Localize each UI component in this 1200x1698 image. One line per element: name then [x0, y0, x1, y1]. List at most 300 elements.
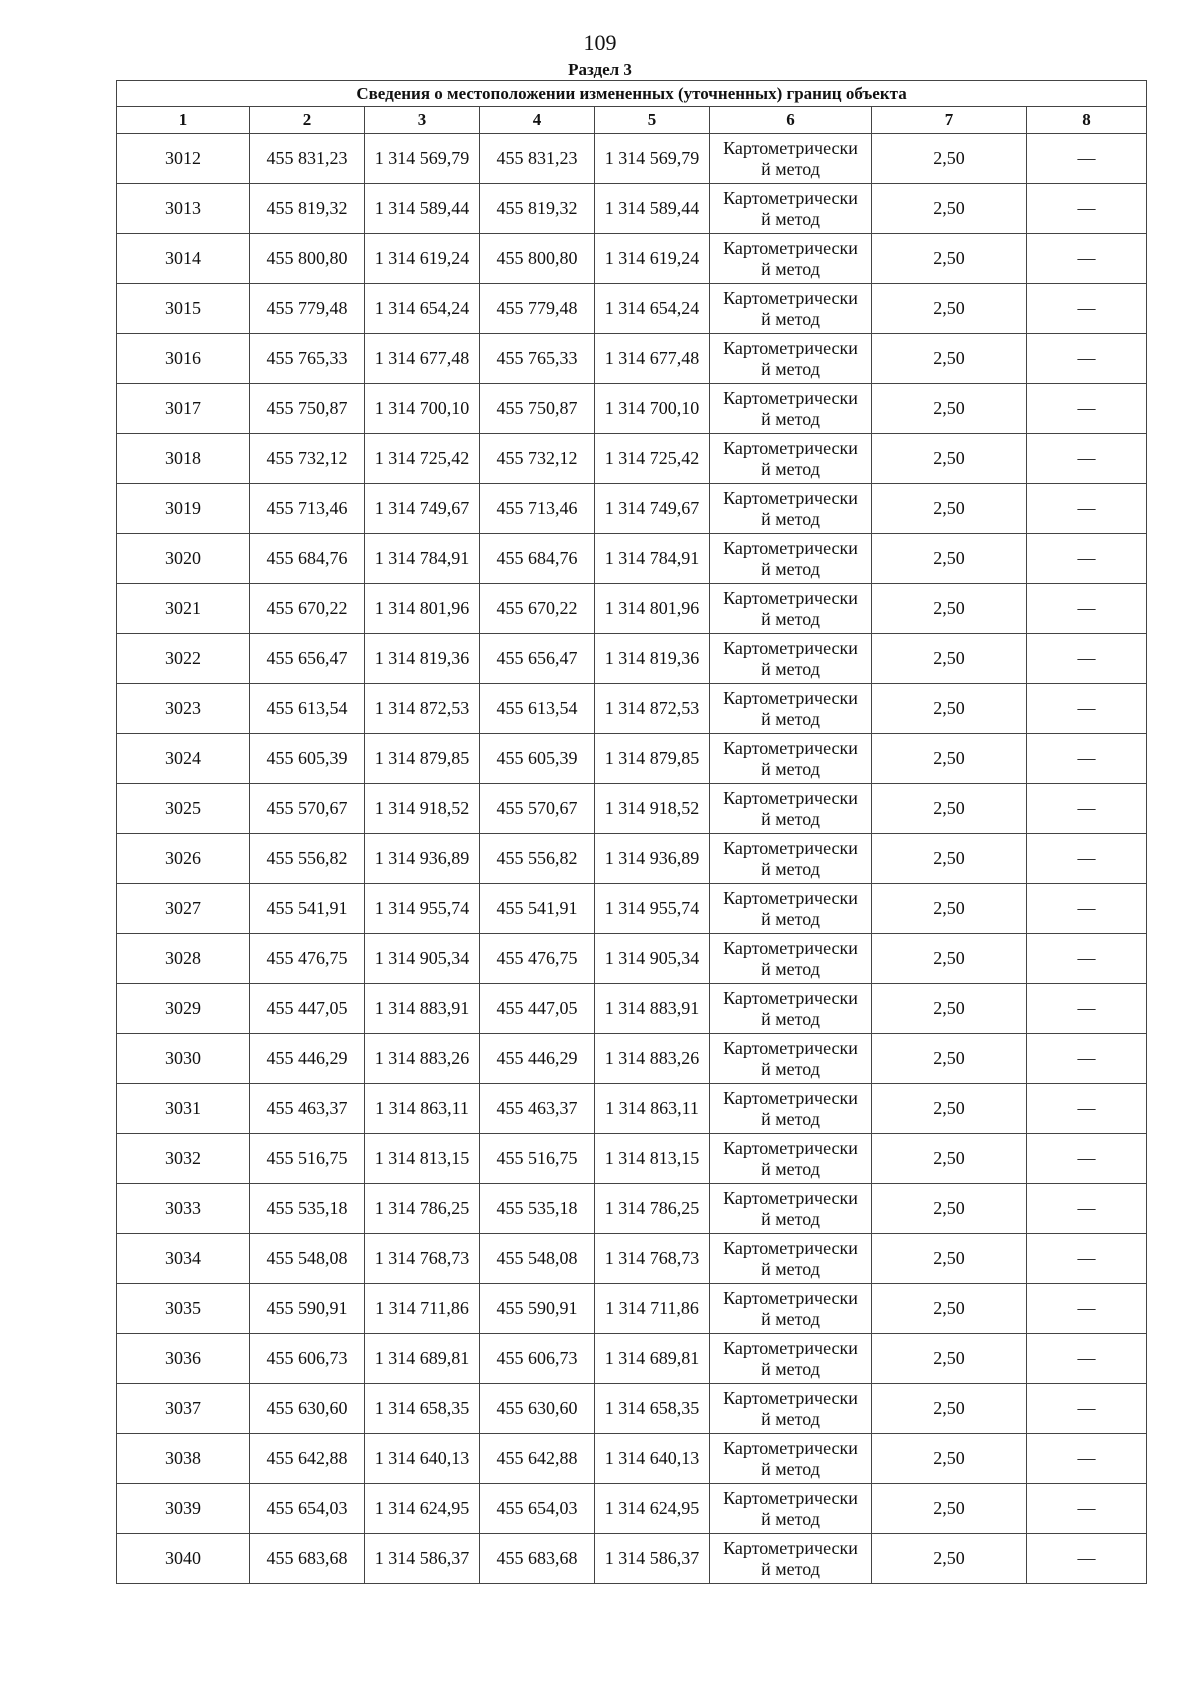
accuracy-cell: 2,50: [872, 884, 1027, 934]
x-new-cell: 455 516,75: [480, 1134, 595, 1184]
method-text-line-1: Картометрически: [723, 237, 858, 258]
x-existing-cell: 455 570,67: [250, 784, 365, 834]
point-number-cell: 3035: [117, 1284, 250, 1334]
method-text-line-1: Картометрически: [723, 737, 858, 758]
method-cell: [710, 1184, 872, 1234]
method-text-line-1: Картометрически: [723, 1287, 858, 1308]
table-row: [117, 234, 1147, 284]
x-new-cell: 455 535,18: [480, 1184, 595, 1234]
point-number-cell: 3021: [117, 584, 250, 634]
accuracy-cell: 2,50: [872, 1434, 1027, 1484]
x-existing-cell: 455 447,05: [250, 984, 365, 1034]
y-existing-cell: 1 314 786,25: [365, 1184, 480, 1234]
x-existing-cell: 455 605,39: [250, 734, 365, 784]
x-new-cell: 455 732,12: [480, 434, 595, 484]
description-cell: —: [1027, 1034, 1147, 1084]
accuracy-cell: 2,50: [872, 184, 1027, 234]
x-existing-cell: 455 606,73: [250, 1334, 365, 1384]
method-cell: [710, 1484, 872, 1534]
method-cell: [710, 684, 872, 734]
y-existing-cell: 1 314 883,91: [365, 984, 480, 1034]
method-cell: [710, 1134, 872, 1184]
description-cell: —: [1027, 884, 1147, 934]
accuracy-cell: 2,50: [872, 234, 1027, 284]
method-text-line-2: й метод: [761, 408, 820, 429]
description-cell: —: [1027, 334, 1147, 384]
table-row: [117, 1084, 1147, 1134]
point-number-cell: 3034: [117, 1234, 250, 1284]
y-existing-cell: 1 314 879,85: [365, 734, 480, 784]
table-row: [117, 1034, 1147, 1084]
accuracy-cell: 2,50: [872, 1234, 1027, 1284]
table-row: [117, 984, 1147, 1034]
method-cell: [710, 634, 872, 684]
x-existing-cell: 455 819,32: [250, 184, 365, 234]
method-text-line-1: Картометрически: [723, 1187, 858, 1208]
x-existing-cell: 455 590,91: [250, 1284, 365, 1334]
method-text-line-1: Картометрически: [723, 1337, 858, 1358]
y-new-cell: 1 314 905,34: [595, 934, 710, 984]
accuracy-cell: 2,50: [872, 934, 1027, 984]
method-cell: [710, 584, 872, 634]
description-cell: —: [1027, 584, 1147, 634]
table-row: [117, 684, 1147, 734]
y-new-cell: 1 314 725,42: [595, 434, 710, 484]
x-existing-cell: 455 541,91: [250, 884, 365, 934]
x-new-cell: 455 541,91: [480, 884, 595, 934]
description-cell: —: [1027, 434, 1147, 484]
x-existing-cell: 455 779,48: [250, 284, 365, 334]
y-existing-cell: 1 314 936,89: [365, 834, 480, 884]
y-new-cell: 1 314 640,13: [595, 1434, 710, 1484]
point-number-cell: 3013: [117, 184, 250, 234]
table-row: [117, 1284, 1147, 1334]
description-cell: —: [1027, 384, 1147, 434]
y-new-cell: 1 314 801,96: [595, 584, 710, 634]
y-existing-cell: 1 314 689,81: [365, 1334, 480, 1384]
method-text-line-1: Картометрически: [723, 787, 858, 808]
y-existing-cell: 1 314 905,34: [365, 934, 480, 984]
method-text-line-2: й метод: [761, 858, 820, 879]
method-text-line-2: й метод: [761, 708, 820, 729]
description-cell: —: [1027, 234, 1147, 284]
y-new-cell: 1 314 768,73: [595, 1234, 710, 1284]
point-number-cell: 3029: [117, 984, 250, 1034]
method-text-line-1: Картометрически: [723, 487, 858, 508]
x-existing-cell: 455 463,37: [250, 1084, 365, 1134]
table-row: [117, 1334, 1147, 1384]
accuracy-cell: 2,50: [872, 734, 1027, 784]
x-existing-cell: 455 516,75: [250, 1134, 365, 1184]
accuracy-cell: 2,50: [872, 784, 1027, 834]
accuracy-cell: 2,50: [872, 1184, 1027, 1234]
accuracy-cell: 2,50: [872, 684, 1027, 734]
accuracy-cell: 2,50: [872, 584, 1027, 634]
table-row: [117, 1134, 1147, 1184]
accuracy-cell: 2,50: [872, 534, 1027, 584]
y-existing-cell: 1 314 768,73: [365, 1234, 480, 1284]
column-number-6: 6: [710, 107, 872, 134]
x-new-cell: 455 447,05: [480, 984, 595, 1034]
description-cell: —: [1027, 534, 1147, 584]
method-text-line-1: Картометрически: [723, 637, 858, 658]
y-new-cell: 1 314 711,86: [595, 1284, 710, 1334]
method-text-line-2: й метод: [761, 1258, 820, 1279]
x-existing-cell: 455 548,08: [250, 1234, 365, 1284]
description-cell: —: [1027, 1284, 1147, 1334]
method-text-line-2: й метод: [761, 1208, 820, 1229]
description-cell: —: [1027, 184, 1147, 234]
method-text-line-1: Картометрически: [723, 187, 858, 208]
point-number-cell: 3014: [117, 234, 250, 284]
y-new-cell: 1 314 786,25: [595, 1184, 710, 1234]
x-existing-cell: 455 656,47: [250, 634, 365, 684]
method-text-line-2: й метод: [761, 908, 820, 929]
x-new-cell: 455 590,91: [480, 1284, 595, 1334]
method-cell: [710, 184, 872, 234]
point-number-cell: 3016: [117, 334, 250, 384]
y-existing-cell: 1 314 654,24: [365, 284, 480, 334]
x-existing-cell: 455 765,33: [250, 334, 365, 384]
y-new-cell: 1 314 569,79: [595, 134, 710, 184]
x-new-cell: 455 683,68: [480, 1534, 595, 1584]
accuracy-cell: 2,50: [872, 1084, 1027, 1134]
y-existing-cell: 1 314 624,95: [365, 1484, 480, 1534]
y-existing-cell: 1 314 640,13: [365, 1434, 480, 1484]
method-text-line-2: й метод: [761, 508, 820, 529]
accuracy-cell: 2,50: [872, 334, 1027, 384]
description-cell: —: [1027, 834, 1147, 884]
table-row: [117, 1434, 1147, 1484]
accuracy-cell: 2,50: [872, 1534, 1027, 1584]
description-cell: —: [1027, 1534, 1147, 1584]
table-row: [117, 1184, 1147, 1234]
description-cell: —: [1027, 1084, 1147, 1134]
y-new-cell: 1 314 749,67: [595, 484, 710, 534]
column-number-1: 1: [117, 107, 250, 134]
point-number-cell: 3033: [117, 1184, 250, 1234]
y-new-cell: 1 314 819,36: [595, 634, 710, 684]
method-cell: [710, 1534, 872, 1584]
y-new-cell: 1 314 658,35: [595, 1384, 710, 1434]
description-cell: —: [1027, 1484, 1147, 1534]
method-text-line-1: Картометрически: [723, 887, 858, 908]
y-existing-cell: 1 314 819,36: [365, 634, 480, 684]
method-cell: [710, 1284, 872, 1334]
table-row: [117, 1234, 1147, 1284]
accuracy-cell: 2,50: [872, 1384, 1027, 1434]
y-existing-cell: 1 314 677,48: [365, 334, 480, 384]
point-number-cell: 3015: [117, 284, 250, 334]
point-number-cell: 3018: [117, 434, 250, 484]
table-row: [117, 534, 1147, 584]
accuracy-cell: 2,50: [872, 984, 1027, 1034]
description-cell: —: [1027, 134, 1147, 184]
method-text-line-1: Картометрически: [723, 987, 858, 1008]
method-cell: [710, 834, 872, 884]
accuracy-cell: 2,50: [872, 284, 1027, 334]
description-cell: —: [1027, 1184, 1147, 1234]
accuracy-cell: 2,50: [872, 134, 1027, 184]
description-cell: —: [1027, 784, 1147, 834]
method-text-line-1: Картометрически: [723, 1387, 858, 1408]
method-text-line-1: Картометрически: [723, 437, 858, 458]
x-new-cell: 455 800,80: [480, 234, 595, 284]
method-cell: [710, 434, 872, 484]
method-cell: [710, 134, 872, 184]
point-number-cell: 3032: [117, 1134, 250, 1184]
table-row: [117, 584, 1147, 634]
x-new-cell: 455 819,32: [480, 184, 595, 234]
y-existing-cell: 1 314 813,15: [365, 1134, 480, 1184]
accuracy-cell: 2,50: [872, 634, 1027, 684]
point-number-cell: 3020: [117, 534, 250, 584]
column-number-7: 7: [872, 107, 1027, 134]
y-existing-cell: 1 314 700,10: [365, 384, 480, 434]
method-cell: [710, 784, 872, 834]
accuracy-cell: 2,50: [872, 834, 1027, 884]
x-new-cell: 455 630,60: [480, 1384, 595, 1434]
method-text-line-1: Картометрически: [723, 837, 858, 858]
method-text-line-2: й метод: [761, 608, 820, 629]
table-row: [117, 334, 1147, 384]
y-new-cell: 1 314 955,74: [595, 884, 710, 934]
x-existing-cell: 455 713,46: [250, 484, 365, 534]
y-existing-cell: 1 314 589,44: [365, 184, 480, 234]
y-existing-cell: 1 314 569,79: [365, 134, 480, 184]
method-text-line-1: Картометрически: [723, 937, 858, 958]
method-text-line-1: Картометрически: [723, 1037, 858, 1058]
table-row: [117, 784, 1147, 834]
method-cell: [710, 234, 872, 284]
table-row: [117, 484, 1147, 534]
point-number-cell: 3023: [117, 684, 250, 734]
point-number-cell: 3012: [117, 134, 250, 184]
method-text-line-1: Картометрически: [723, 387, 858, 408]
x-new-cell: 455 476,75: [480, 934, 595, 984]
method-cell: [710, 1384, 872, 1434]
description-cell: —: [1027, 1134, 1147, 1184]
y-new-cell: 1 314 689,81: [595, 1334, 710, 1384]
method-cell: [710, 534, 872, 584]
column-number-4: 4: [480, 107, 595, 134]
table-body: [117, 134, 1147, 1584]
method-cell: [710, 1334, 872, 1384]
table-row: [117, 734, 1147, 784]
x-new-cell: 455 556,82: [480, 834, 595, 884]
table-row: [117, 1484, 1147, 1534]
method-cell: [710, 484, 872, 534]
x-existing-cell: 455 684,76: [250, 534, 365, 584]
description-cell: —: [1027, 1434, 1147, 1484]
accuracy-cell: 2,50: [872, 384, 1027, 434]
y-new-cell: 1 314 700,10: [595, 384, 710, 434]
y-existing-cell: 1 314 586,37: [365, 1534, 480, 1584]
x-new-cell: 455 713,46: [480, 484, 595, 534]
y-existing-cell: 1 314 784,91: [365, 534, 480, 584]
x-existing-cell: 455 535,18: [250, 1184, 365, 1234]
x-new-cell: 455 642,88: [480, 1434, 595, 1484]
method-text-line-1: Картометрически: [723, 1137, 858, 1158]
y-existing-cell: 1 314 801,96: [365, 584, 480, 634]
y-new-cell: 1 314 784,91: [595, 534, 710, 584]
method-text-line-2: й метод: [761, 1558, 820, 1579]
x-existing-cell: 455 670,22: [250, 584, 365, 634]
point-number-cell: 3026: [117, 834, 250, 884]
point-number-cell: 3025: [117, 784, 250, 834]
y-existing-cell: 1 314 863,11: [365, 1084, 480, 1134]
method-text-line-2: й метод: [761, 1108, 820, 1129]
method-cell: [710, 1084, 872, 1134]
x-new-cell: 455 463,37: [480, 1084, 595, 1134]
point-number-cell: 3039: [117, 1484, 250, 1534]
x-new-cell: 455 750,87: [480, 384, 595, 434]
y-new-cell: 1 314 883,26: [595, 1034, 710, 1084]
accuracy-cell: 2,50: [872, 1334, 1027, 1384]
accuracy-cell: 2,50: [872, 1134, 1027, 1184]
description-cell: —: [1027, 934, 1147, 984]
method-text-line-2: й метод: [761, 1408, 820, 1429]
x-new-cell: 455 765,33: [480, 334, 595, 384]
table-row: [117, 1384, 1147, 1434]
table-row: [117, 884, 1147, 934]
x-new-cell: 455 613,54: [480, 684, 595, 734]
y-existing-cell: 1 314 883,26: [365, 1034, 480, 1084]
y-new-cell: 1 314 624,95: [595, 1484, 710, 1534]
x-existing-cell: 455 556,82: [250, 834, 365, 884]
method-cell: [710, 1234, 872, 1284]
point-number-cell: 3036: [117, 1334, 250, 1384]
y-existing-cell: 1 314 749,67: [365, 484, 480, 534]
point-number-cell: 3022: [117, 634, 250, 684]
x-new-cell: 455 684,76: [480, 534, 595, 584]
y-existing-cell: 1 314 918,52: [365, 784, 480, 834]
x-existing-cell: 455 831,23: [250, 134, 365, 184]
accuracy-cell: 2,50: [872, 484, 1027, 534]
table-row: [117, 1534, 1147, 1584]
point-number-cell: 3038: [117, 1434, 250, 1484]
method-text-line-2: й метод: [761, 1358, 820, 1379]
table-caption: Сведения о местоположении измененных (уточненных) границ объекта: [117, 81, 1147, 107]
description-cell: —: [1027, 1384, 1147, 1434]
y-new-cell: 1 314 936,89: [595, 834, 710, 884]
method-cell: [710, 984, 872, 1034]
section-title: Раздел 3: [568, 60, 632, 79]
y-existing-cell: 1 314 711,86: [365, 1284, 480, 1334]
x-existing-cell: 455 446,29: [250, 1034, 365, 1084]
x-existing-cell: 455 476,75: [250, 934, 365, 984]
point-number-cell: 3031: [117, 1084, 250, 1134]
method-text-line-2: й метод: [761, 808, 820, 829]
method-cell: [710, 1034, 872, 1084]
method-text-line-1: Картометрически: [723, 1487, 858, 1508]
method-text-line-2: й метод: [761, 1008, 820, 1029]
y-new-cell: 1 314 883,91: [595, 984, 710, 1034]
method-cell: [710, 384, 872, 434]
x-existing-cell: 455 732,12: [250, 434, 365, 484]
method-cell: [710, 1434, 872, 1484]
x-existing-cell: 455 630,60: [250, 1384, 365, 1434]
description-cell: —: [1027, 734, 1147, 784]
x-new-cell: 455 605,39: [480, 734, 595, 784]
y-new-cell: 1 314 589,44: [595, 184, 710, 234]
point-number-cell: 3019: [117, 484, 250, 534]
method-text-line-2: й метод: [761, 308, 820, 329]
y-new-cell: 1 314 677,48: [595, 334, 710, 384]
table-row: [117, 834, 1147, 884]
column-number-3: 3: [365, 107, 480, 134]
method-text-line-1: Картометрически: [723, 1087, 858, 1108]
table-row: [117, 284, 1147, 334]
table-row: [117, 434, 1147, 484]
x-new-cell: 455 831,23: [480, 134, 595, 184]
x-existing-cell: 455 683,68: [250, 1534, 365, 1584]
y-existing-cell: 1 314 619,24: [365, 234, 480, 284]
accuracy-cell: 2,50: [872, 1284, 1027, 1334]
x-new-cell: 455 656,47: [480, 634, 595, 684]
y-new-cell: 1 314 863,11: [595, 1084, 710, 1134]
method-text-line-2: й метод: [761, 208, 820, 229]
description-cell: —: [1027, 484, 1147, 534]
method-text-line-1: Картометрически: [723, 687, 858, 708]
y-new-cell: 1 314 918,52: [595, 784, 710, 834]
y-new-cell: 1 314 654,24: [595, 284, 710, 334]
point-number-cell: 3030: [117, 1034, 250, 1084]
x-new-cell: 455 570,67: [480, 784, 595, 834]
method-cell: [710, 334, 872, 384]
x-existing-cell: 455 613,54: [250, 684, 365, 734]
method-text-line-1: Картометрически: [723, 137, 858, 158]
y-existing-cell: 1 314 725,42: [365, 434, 480, 484]
description-cell: —: [1027, 284, 1147, 334]
x-existing-cell: 455 800,80: [250, 234, 365, 284]
point-number-cell: 3040: [117, 1534, 250, 1584]
boundary-coordinates-table: [116, 80, 1147, 1584]
x-new-cell: 455 779,48: [480, 284, 595, 334]
x-new-cell: 455 654,03: [480, 1484, 595, 1534]
method-text-line-2: й метод: [761, 258, 820, 279]
x-existing-cell: 455 654,03: [250, 1484, 365, 1534]
table-row: [117, 634, 1147, 684]
description-cell: —: [1027, 634, 1147, 684]
method-text-line-2: й метод: [761, 158, 820, 179]
method-text-line-2: й метод: [761, 1458, 820, 1479]
method-cell: [710, 934, 872, 984]
y-new-cell: 1 314 872,53: [595, 684, 710, 734]
table-row: [117, 934, 1147, 984]
y-new-cell: 1 314 586,37: [595, 1534, 710, 1584]
method-text-line-1: Картометрически: [723, 337, 858, 358]
x-existing-cell: 455 750,87: [250, 384, 365, 434]
description-cell: —: [1027, 1334, 1147, 1384]
column-number-5: 5: [595, 107, 710, 134]
point-number-cell: 3024: [117, 734, 250, 784]
method-text-line-1: Картометрически: [723, 1437, 858, 1458]
x-new-cell: 455 446,29: [480, 1034, 595, 1084]
method-text-line-2: й метод: [761, 558, 820, 579]
x-existing-cell: 455 642,88: [250, 1434, 365, 1484]
method-text-line-2: й метод: [761, 758, 820, 779]
point-number-cell: 3028: [117, 934, 250, 984]
method-text-line-2: й метод: [761, 358, 820, 379]
table-row: [117, 184, 1147, 234]
y-existing-cell: 1 314 872,53: [365, 684, 480, 734]
point-number-cell: 3017: [117, 384, 250, 434]
method-text-line-2: й метод: [761, 1508, 820, 1529]
description-cell: —: [1027, 1234, 1147, 1284]
method-text-line-2: й метод: [761, 1158, 820, 1179]
accuracy-cell: 2,50: [872, 1484, 1027, 1534]
